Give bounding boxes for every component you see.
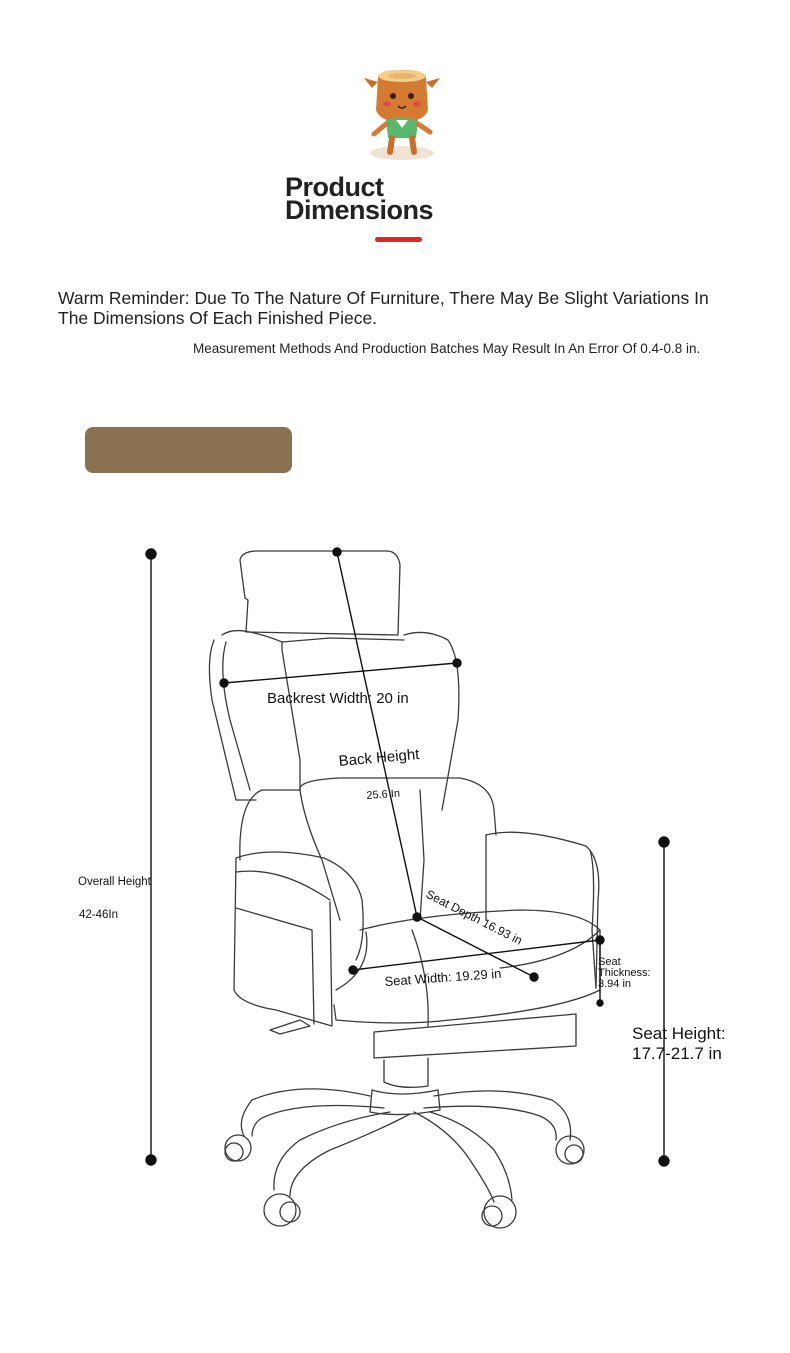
seat-height-label bbox=[632, 1024, 726, 1064]
overall-height-value: 42-46In bbox=[79, 909, 119, 921]
page-title bbox=[285, 172, 434, 225]
backrest-width-label: Backrest Width: 20 in bbox=[267, 690, 409, 707]
seat-width-label: Seat Width: 19.29 in bbox=[384, 965, 502, 989]
title-line-1: Product bbox=[285, 172, 384, 202]
back-height-label: Back Height bbox=[338, 745, 421, 770]
overall-height-label: Overall Height bbox=[78, 876, 151, 888]
error-note-text: Measurement Methods And Production Batches May Result In An Error Of 0.4-0.8 in. bbox=[193, 341, 701, 356]
seat-thickness-line-1: Seat bbox=[598, 956, 621, 968]
seat-height-title: Seat Height: bbox=[632, 1024, 726, 1043]
title-underline bbox=[375, 237, 422, 242]
seat-thickness-line-2: Thickness: bbox=[598, 967, 651, 979]
title-line-2: Dimensions bbox=[285, 195, 434, 225]
seat-height-value: 17.7-21.7 in bbox=[632, 1044, 722, 1063]
color-swatch bbox=[85, 427, 292, 473]
warm-reminder-text: Warm Reminder: Due To The Nature Of Furniture, There May Be Slight Variations In The Dimensions Of Each Finished Piece. bbox=[58, 288, 709, 328]
tree-stump-mascot-icon bbox=[362, 64, 442, 169]
seat-thickness-label bbox=[598, 957, 651, 990]
seat-depth-label: Seat Depth 16.93 in bbox=[423, 887, 525, 948]
back-height-value: 25.6 In bbox=[366, 787, 401, 802]
seat-thickness-value: 3.94 in bbox=[598, 978, 632, 990]
